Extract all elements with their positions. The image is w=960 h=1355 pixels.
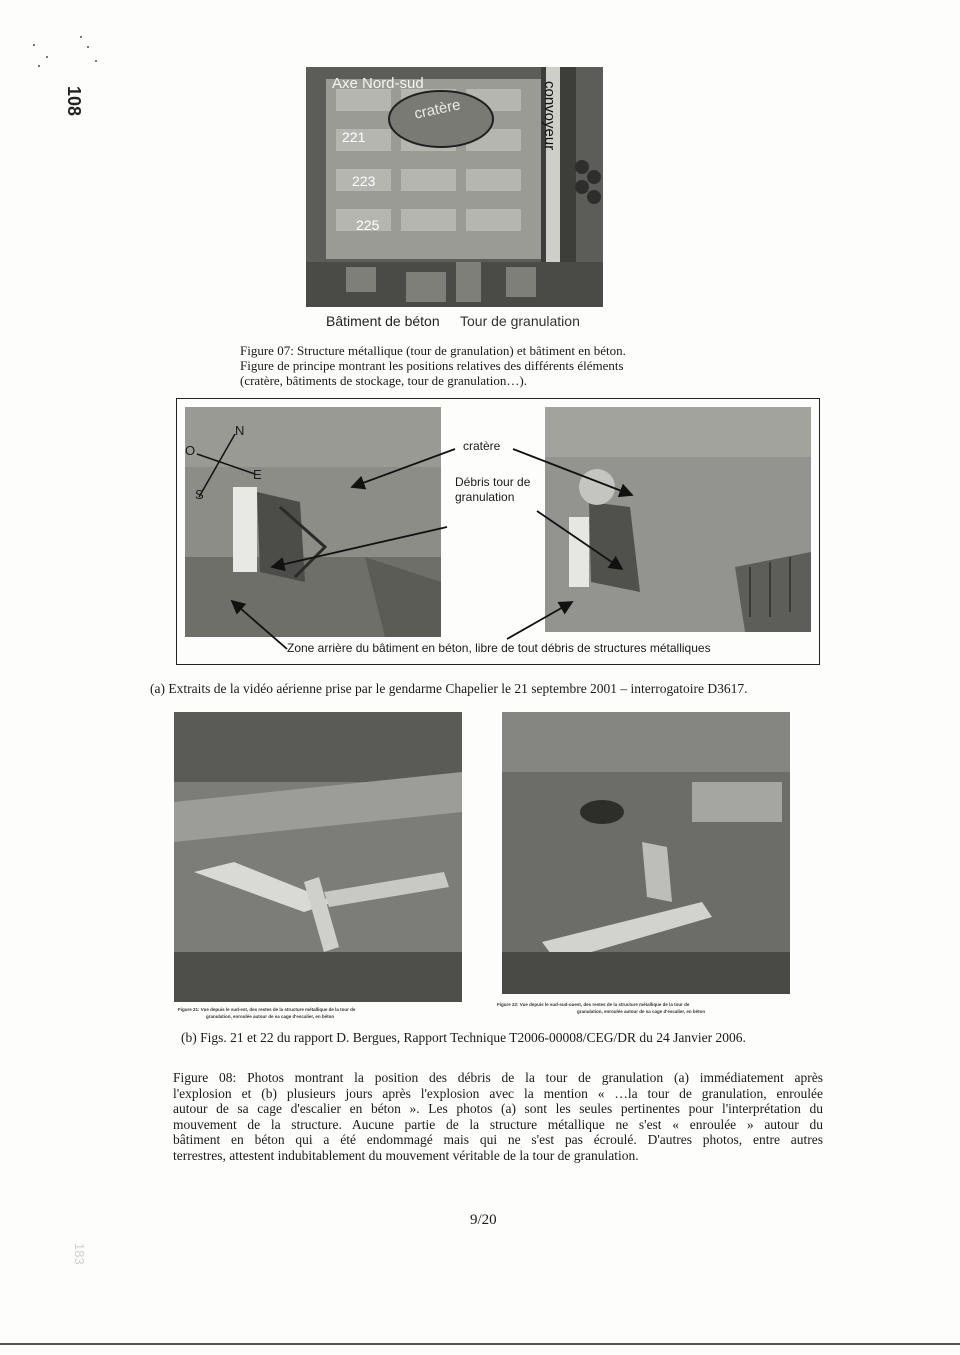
fig08b-caption: (b) Figs. 21 et 22 du rapport D. Bergues, Rapport Technique T2006-00008/CEG/DR du 24 Janvier 2006. [181, 1030, 746, 1045]
label-debris-line: Débris tour de [455, 475, 531, 489]
label-zone-arriere: Zone arrière du bâtiment en béton, libre de tout débris de structures métalliques [287, 641, 711, 655]
label-221: 221 [342, 129, 366, 145]
label-convoyeur [538, 81, 558, 151]
compass-n: N [235, 423, 245, 438]
fig08a-frame [176, 398, 820, 665]
label-cratere-fig07: cratère [412, 96, 462, 123]
arrow-cratere-left [352, 449, 455, 487]
page-number: 9/20 [470, 1212, 497, 1228]
fig22-small-caption [497, 1001, 817, 1015]
compass-o: O [185, 443, 196, 458]
fig07-caption-line: (cratère, bâtiments de stockage, tour de granulation…). [240, 373, 527, 388]
page-mark [64, 86, 84, 126]
fig08-paragraph-line: terrestres, attestent indubitablement du mouvement véritable de la tour de granulation. [173, 1147, 639, 1163]
fig08-paragraph-line: l'explosion et (b) plusieurs jours après l'explosion avec la mention « …la tour de granulation, enroulée [173, 1085, 823, 1101]
label-convoyeur-text: convoyeur [541, 81, 558, 151]
fig21-small-caption [178, 1006, 468, 1020]
label-cratere-fig08a: cratère [463, 439, 501, 453]
compass-s: S [195, 487, 204, 502]
fig22-small-caption-line: granulation, enroulée autour de sa cage d'escalier, en béton [577, 1009, 706, 1014]
arrow-zone-right [507, 602, 572, 639]
compass-rose [197, 434, 255, 497]
fig22-photo [502, 712, 790, 994]
label-debris [455, 475, 530, 505]
label-225: 225 [356, 217, 380, 233]
arrow-debris-right [537, 511, 622, 569]
fig08a-caption: (a) Extraits de la vidéo aérienne prise par le gendarme Chapelier le 21 septembre 2001 – interrogatoire D3617. [150, 681, 748, 696]
fig21-small-caption-line: granulation, enroulée autour de sa cage d'escalier, en béton [206, 1014, 335, 1019]
label-batiment-beton: Bâtiment de béton [326, 313, 440, 329]
fig07-aerial-photo [306, 67, 603, 307]
fig22-small-caption-line: Figure 22: Vue depuis le sud-sud-ouest, des restes de la structure métallique de la tour de [497, 1002, 690, 1007]
compass-e: E [253, 467, 262, 482]
arrow-zone-left [232, 601, 287, 649]
faint-mark [71, 1243, 87, 1273]
fig21-small-caption-line: Figure 21: Vue depuis le sud-est, des restes de la structure métallique de la tour de [178, 1007, 356, 1012]
fig07-caption-line: Figure de principe montrant les positions relatives des différents éléments [240, 358, 624, 373]
fig08-paragraph-line: mouvement de la structure. Aucune partie de la structure métallique ne s'est « enroulée » autour du [173, 1116, 823, 1132]
fig07-caption [240, 343, 710, 388]
fig07-caption-line: Figure 07: Structure métallique (tour de granulation) et bâtiment en béton. [240, 343, 626, 358]
label-223: 223 [352, 173, 376, 189]
arrow-debris-left [272, 527, 447, 567]
fig08-paragraph-line: Figure 08: Photos montrant la position des débris de la tour de granulation (a) immédiatement après [173, 1070, 823, 1085]
page-mark-text: 108 [64, 86, 84, 117]
fig08-paragraph-line: autour de sa cage d'escalier en béton ». Les photos (a) sont les seules pertinentes pour l'interprétation du [173, 1101, 823, 1117]
scan-border [0, 1343, 960, 1345]
label-debris-line: granulation [455, 490, 515, 504]
fig08-paragraph [173, 1070, 823, 1164]
label-tour-granulation: Tour de granulation [460, 313, 580, 329]
fig21-drawing [174, 712, 462, 1002]
arrow-cratere-right [513, 449, 632, 495]
fig08-paragraph-line: bâtiment en béton qui a été endommagé mais qui ne s'est pas écroulé. D'autres photos, entre autres [173, 1132, 823, 1148]
fig21-photo [174, 712, 462, 1002]
label-axe-nord-sud: Axe Nord-sud [332, 75, 424, 92]
fig22-drawing [502, 712, 790, 994]
faint-mark-text: 183 [72, 1243, 87, 1265]
